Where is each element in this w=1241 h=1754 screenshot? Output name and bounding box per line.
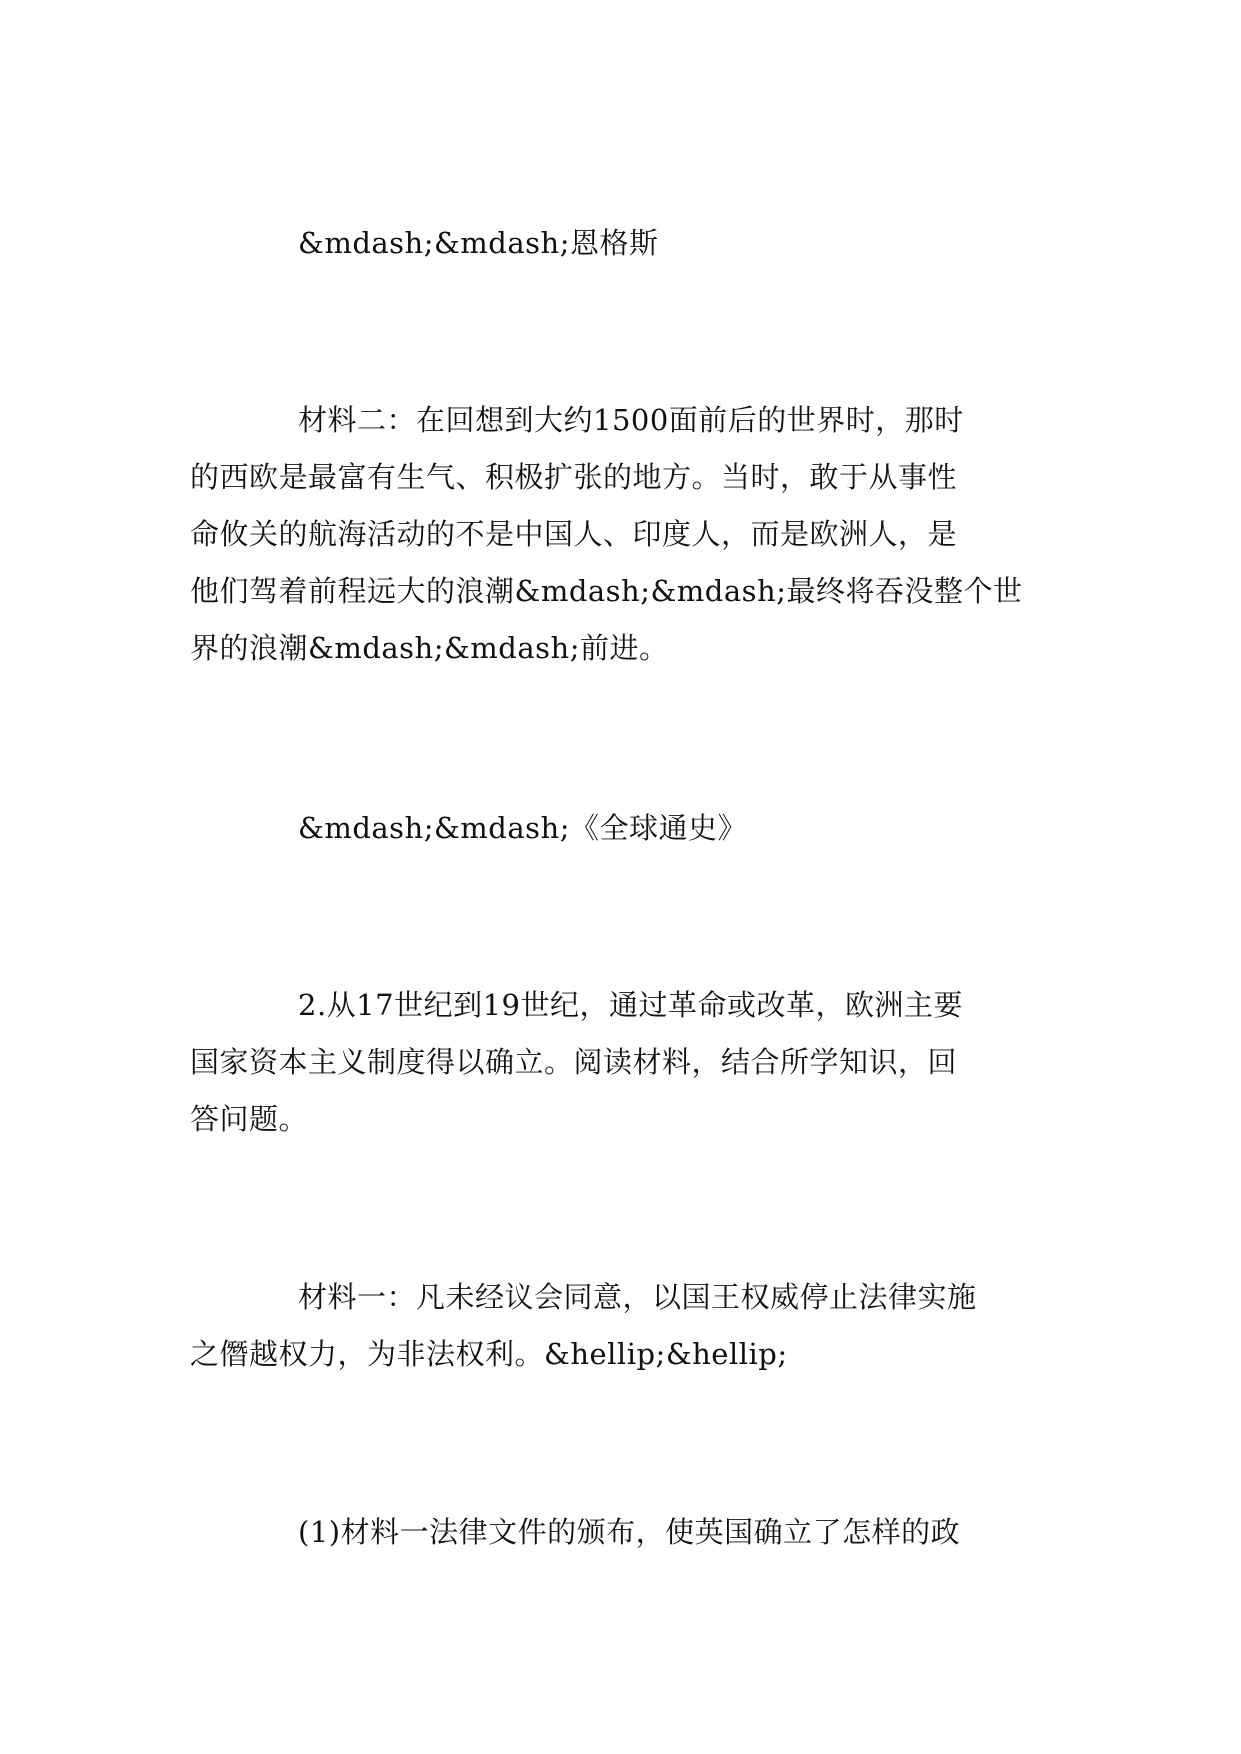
paragraph-line: 的西欧是最富有生气、积极扩张的地方。当时，敢于从事性 bbox=[190, 460, 958, 494]
paragraph-line: 国家资本主义制度得以确立。阅读材料，结合所学知识，回 bbox=[190, 1045, 958, 1079]
paragraph-line: 答问题。 bbox=[190, 1102, 309, 1136]
attribution-global-history: &mdash;&mdash;《全球通史》 bbox=[298, 811, 747, 845]
paragraph-line: 材料一：凡未经议会同意，以国王权威停止法律实施 bbox=[298, 1280, 977, 1314]
paragraph-line: 材料二：在回想到大约1500面前后的世界时，那时 bbox=[298, 403, 964, 437]
attribution-engels: &mdash;&mdash;恩格斯 bbox=[298, 226, 659, 260]
paragraph-line: 他们驾着前程远大的浪潮&mdash;&mdash;最终将吞没整个世 bbox=[190, 574, 1023, 608]
paragraph-line: 命攸关的航海活动的不是中国人、印度人，而是欧洲人，是 bbox=[190, 517, 958, 551]
paragraph-line: 之僭越权力，为非法权利。&hellip;&hellip; bbox=[190, 1337, 788, 1371]
sub-question-one: (1)材料一法律文件的颁布，使英国确立了怎样的政 bbox=[298, 1515, 961, 1549]
paragraph-line: 2.从17世纪到19世纪，通过革命或改革，欧洲主要 bbox=[298, 988, 963, 1022]
paragraph-line: 界的浪潮&mdash;&mdash;前进。 bbox=[190, 631, 669, 665]
